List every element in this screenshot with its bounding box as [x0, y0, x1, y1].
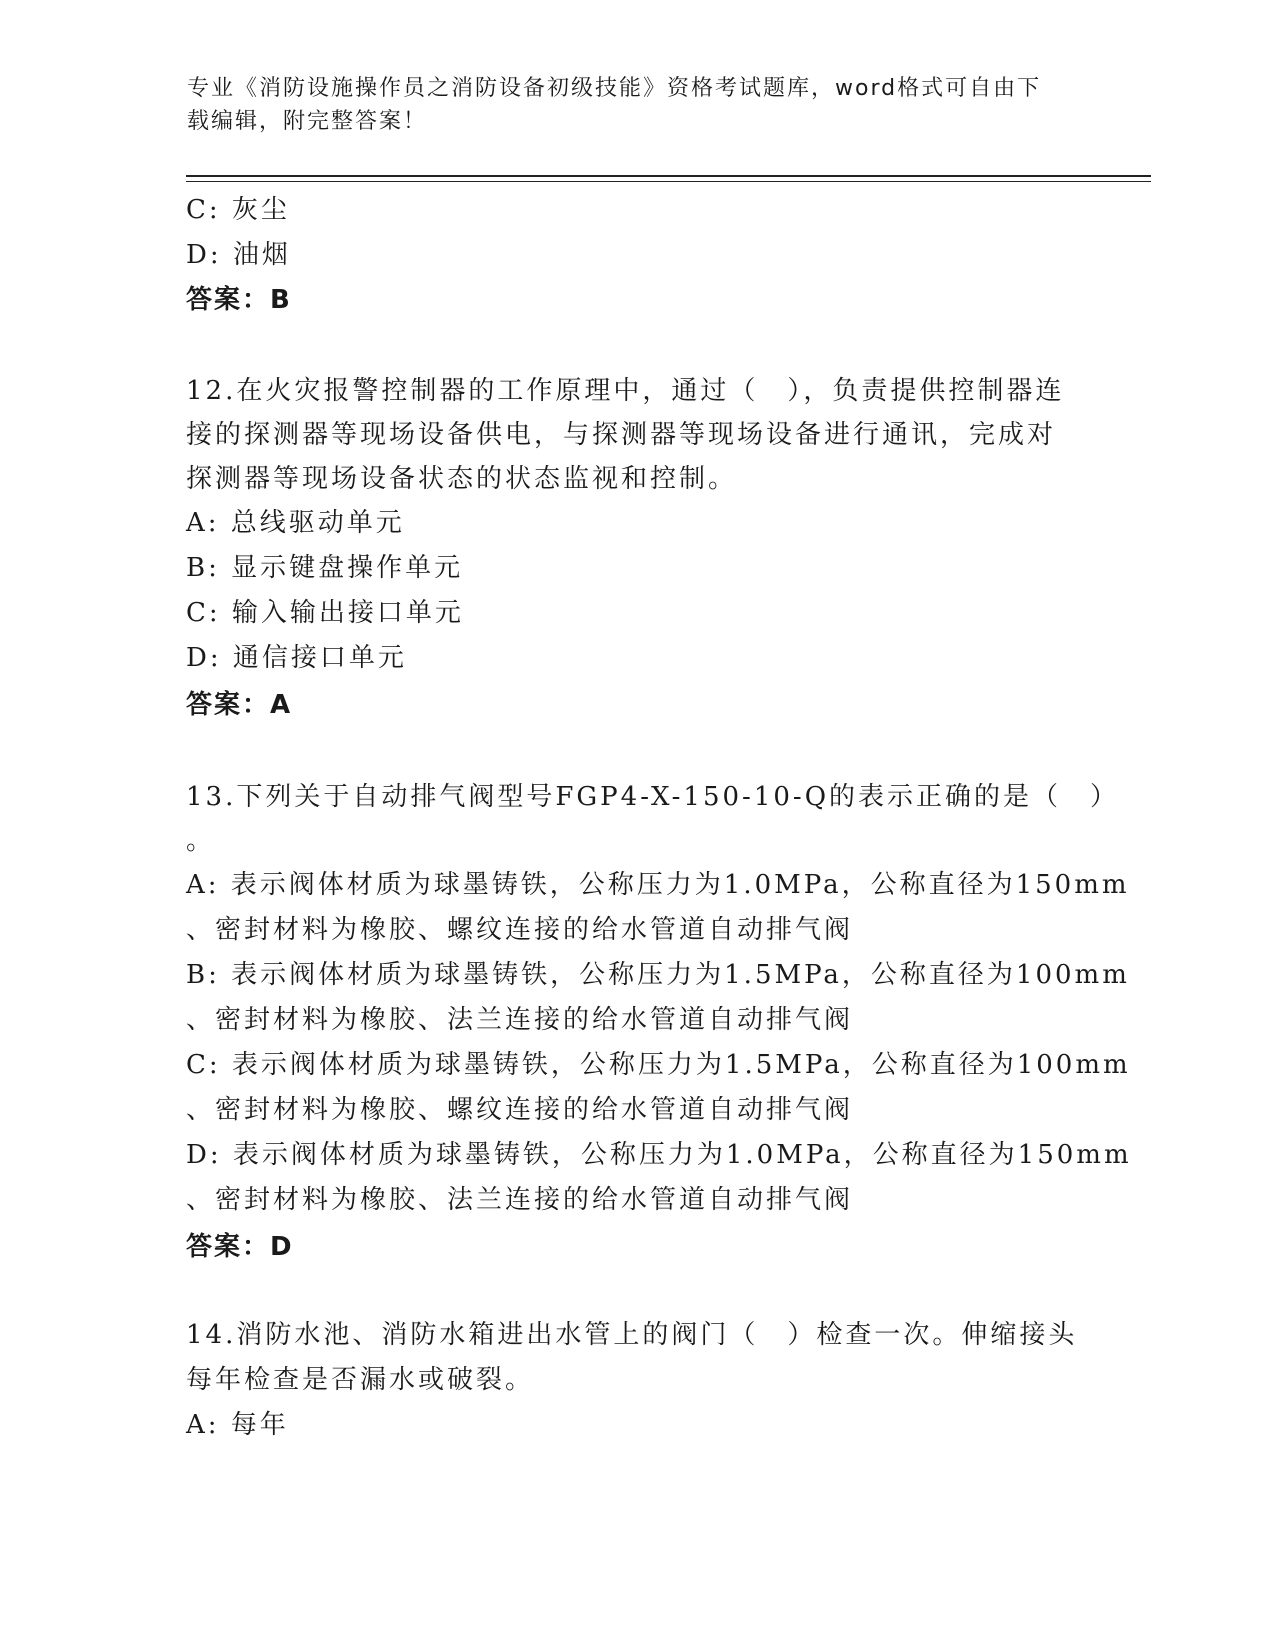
- q13-option-a-line-1: A: 表示阀体材质为球墨铸铁，公称压力为1.0MPa，公称直径为150mm: [186, 870, 1130, 900]
- q14-option-a: A: 每年: [186, 1410, 289, 1440]
- q12-stem-line-1: 12.在火灾报警控制器的工作原理中，通过（ ），负责提供控制器连: [186, 376, 1065, 406]
- document-header: [187, 72, 1087, 138]
- header-divider-thick: [186, 175, 1151, 177]
- q12-option-c: C: 输入输出接口单元: [186, 598, 464, 628]
- q13-option-b-line-1: B: 表示阀体材质为球墨铸铁，公称压力为1.5MPa，公称直径为100mm: [186, 960, 1130, 990]
- header-divider-thin: [186, 181, 1151, 182]
- q11-answer: 答案：B: [186, 285, 292, 315]
- q13-option-c-line-1: C: 表示阀体材质为球墨铸铁，公称压力为1.5MPa，公称直径为100mm: [186, 1050, 1131, 1080]
- q11-option-c: C: 灰尘: [186, 195, 290, 225]
- header-line-2: 载编辑，附完整答案！: [187, 109, 428, 134]
- q13-stem-line-1: 13.下列关于自动排气阀型号FGP4-X-150-10-Q的表示正确的是（ ）: [186, 782, 1120, 812]
- q12-option-d: D: 通信接口单元: [186, 643, 407, 673]
- q12-answer: 答案：A: [186, 690, 293, 720]
- q13-option-d-line-2: 、密封材料为橡胶、法兰连接的给水管道自动排气阀: [186, 1185, 854, 1215]
- q14-stem-line-1: 14.消防水池、消防水箱进出水管上的阀门（ ）检查一次。伸缩接头: [186, 1320, 1078, 1350]
- q13-option-a-line-2: 、密封材料为橡胶、螺纹连接的给水管道自动排气阀: [186, 915, 854, 945]
- q12-option-a: A: 总线驱动单元: [186, 508, 405, 538]
- q13-stem-line-2: 。: [186, 826, 216, 856]
- q13-option-c-line-2: 、密封材料为橡胶、螺纹连接的给水管道自动排气阀: [186, 1095, 854, 1125]
- q13-option-b-line-2: 、密封材料为橡胶、法兰连接的给水管道自动排气阀: [186, 1005, 854, 1035]
- q13-answer: 答案：D: [186, 1232, 294, 1262]
- q12-stem-line-3: 探测器等现场设备状态的状态监视和控制。: [186, 464, 738, 494]
- q12-option-b: B: 显示键盘操作单元: [186, 553, 464, 583]
- header-line-1: 专业《消防设施操作员之消防设备初级技能》资格考试题库，word格式可自由下: [187, 76, 1042, 101]
- q13-option-d-line-1: D: 表示阀体材质为球墨铸铁，公称压力为1.0MPa，公称直径为150mm: [186, 1140, 1132, 1170]
- q12-stem-line-2: 接的探测器等现场设备供电，与探测器等现场设备进行通讯，完成对: [186, 420, 1057, 450]
- q11-option-d: D: 油烟: [186, 240, 291, 270]
- q14-stem-line-2: 每年检查是否漏水或破裂。: [186, 1365, 535, 1395]
